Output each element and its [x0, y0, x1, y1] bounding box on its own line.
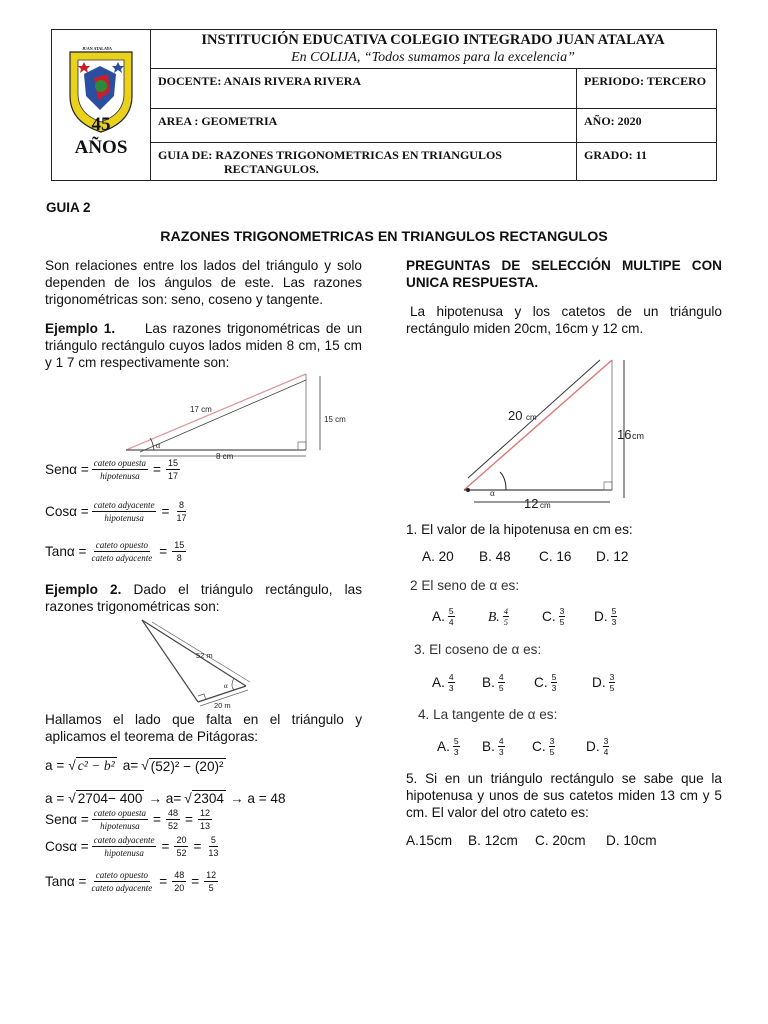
q5-option-b[interactable]: B. 12cm [468, 833, 518, 848]
q2-a-label: A. [432, 609, 445, 624]
questions-title: PREGUNTAS DE SELECCIÓN MULTIPE CON UNICA RESPUESTA. [406, 258, 722, 290]
pit2-result: → a = 48 [229, 790, 286, 806]
q3-option-d[interactable] [592, 672, 615, 693]
question-3-text: 3. El coseno de α es: [414, 642, 542, 657]
school-name: INSTITUCIÓN EDUCATIVA COLEGIO INTEGRADO JUAN ATALAYA [201, 32, 665, 48]
ex1-tan-vden: 8 [176, 553, 182, 563]
ex1-tan-num: cateto opuesto [95, 540, 148, 550]
guia-topic-line1: GUIA DE: RAZONES TRIGONOMETRICAS EN TRIANGULOS [158, 148, 502, 162]
q3-c-den: 3 [551, 683, 557, 693]
header-table [51, 29, 717, 181]
pit2-a: a = [45, 790, 65, 806]
q1-option-b[interactable]: B. 48 [479, 549, 511, 564]
ex1-sen-num: cateto opuesta [93, 458, 147, 468]
guia-label: GUIA 2 [46, 200, 91, 215]
ex1-sen-vden: 17 [167, 471, 178, 481]
example2-paragraph [45, 581, 362, 615]
ex1-sen-formula: Senα = $\frac{\text{cateto opuesta}}{\text{hipotenusa}}$ = $\frac{15}{17}$ [45, 458, 178, 481]
pit1-radicand: c² − b² [77, 758, 115, 773]
pit1-radicand-2: (52)² − (20)² [150, 758, 224, 774]
pit2-radicand: 2704− 400 [77, 791, 143, 806]
q2-b-num: 4 [503, 606, 508, 616]
q5-option-d[interactable]: D. 10cm [606, 833, 657, 848]
ex1-cos-num: cateto adyacente [93, 500, 155, 510]
ex1-tan-den: cateto adyacente [91, 553, 153, 563]
q3-b-num: 4 [498, 672, 504, 682]
q3-b-den: 5 [498, 683, 504, 693]
header-row-area [150, 108, 716, 143]
q2-b-den: 5 [503, 617, 508, 627]
logo-text: JUAN ATALAYA [82, 46, 112, 51]
q1-option-a[interactable]: A. 20 [422, 549, 454, 564]
ex1-cos-den: hipotenusa [104, 513, 144, 523]
fig1-hyp-label: 17 cm [190, 405, 212, 414]
ex2-tan-d1: 20 [174, 883, 185, 893]
ex2-cos-n1: 20 [176, 835, 187, 845]
ex1-cos-vnum: 8 [178, 500, 184, 510]
guia-topic-line2: RECTANGULOS. [224, 162, 319, 176]
ex1-tan-vnum: 15 [174, 540, 185, 550]
ex2-cos-d2: 13 [208, 848, 219, 858]
ex2-tan-den: cateto adyacente [91, 883, 153, 893]
fig2-adj-label: 20 m [214, 701, 231, 708]
ex2-sen-num: cateto opuesta [93, 808, 147, 818]
q4-c-num: 3 [549, 736, 555, 746]
q2-d-den: 3 [611, 617, 617, 627]
q4-d-num: 3 [603, 736, 609, 746]
fig3-hyp-label: 20 [508, 408, 523, 423]
q4-c-label: C. [532, 739, 546, 754]
header-title-row [150, 30, 716, 69]
area-label: AREA : GEOMETRIA [158, 114, 278, 128]
q3-b-label: B. [482, 675, 495, 690]
ex2-sen-den: hipotenusa [100, 821, 140, 831]
example2-label: Ejemplo 2. [45, 582, 122, 597]
example1-label: Ejemplo 1. [45, 321, 116, 336]
ex1-cos-formula: Cosα = $\frac{\text{cateto adyacente}}{\text{hipotenusa}}$ = $\frac{8}{17}$ [45, 500, 187, 523]
q3-c-num: 5 [551, 672, 557, 682]
ex2-tan-n2: 12 [206, 870, 217, 880]
header-row-docente [150, 68, 716, 109]
ex2-cos-d1: 52 [176, 848, 187, 858]
fig3-adj-unit: cm [540, 501, 551, 510]
triangle-figure-2 [138, 616, 256, 708]
fig3-angle-label: α [490, 488, 495, 498]
ex2-tan-d2: 5 [208, 883, 214, 893]
fig3-opp-unit: cm [632, 431, 644, 441]
fig2-hyp-label: 52 m [196, 651, 213, 660]
q2-d-label: D. [594, 609, 608, 624]
ex2-sen-n2: 12 [199, 808, 210, 818]
q4-c-den: 5 [549, 747, 555, 757]
question-5-options [406, 833, 657, 848]
ex2-cos-num: cateto adyacente [93, 835, 155, 845]
q2-a-den: 4 [448, 617, 454, 627]
ex2-tan-label: Tanα = [45, 874, 87, 889]
ex2-sen-d2: 13 [199, 821, 210, 831]
q3-option-c[interactable] [534, 672, 592, 693]
periodo-label: PERIODO: TERCERO [584, 74, 707, 88]
ex1-sen-vnum: 15 [167, 458, 178, 468]
triangle-figure-3 [454, 350, 654, 512]
question-2-options [432, 606, 617, 627]
q5-option-c[interactable]: C. 20cm [535, 833, 586, 848]
fig1-adj-label: 8 cm [216, 452, 234, 460]
q1-option-c[interactable]: C. 16 [539, 549, 572, 564]
grado-label: GRADO: 11 [584, 148, 647, 162]
q1-option-d[interactable]: D. 12 [596, 549, 629, 564]
ex2-cos-label: Cosα = [45, 839, 89, 854]
q2-d-num: 5 [611, 606, 617, 616]
q4-d-label: D. [586, 739, 600, 754]
q3-a-den: 3 [448, 683, 454, 693]
question-3-options [432, 672, 615, 693]
q4-option-d[interactable] [586, 736, 609, 757]
q3-c-label: C. [534, 675, 548, 690]
ex1-cos-vden: 17 [176, 513, 187, 523]
pythagoras-paragraph: Hallamos el lado que falta en el triángulo y aplicamos el teorema de Pitágoras: [45, 712, 362, 744]
q4-a-num: 5 [453, 736, 459, 746]
fig2-angle-label: α [224, 682, 228, 690]
q2-option-c[interactable] [542, 606, 594, 627]
q3-d-num: 3 [609, 672, 615, 682]
ex2-cos-formula: Cosα = $\frac{\text{cateto adyacente}}{\text{hipotenusa}}$ = $\frac{20}{52}$ = $\frac{5}{13}$ [45, 835, 219, 858]
ex2-tan-n1: 48 [174, 870, 185, 880]
q4-a-den: 3 [453, 747, 459, 757]
ex2-sen-formula: Senα = $\frac{\text{cateto opuesta}}{\text{hipotenusa}}$ = $\frac{48}{52}$ = $\frac{12}{13}$ [45, 808, 210, 831]
pit2-radicand-2: 2304 [193, 791, 224, 806]
ex2-tan-num: cateto opuesto [95, 870, 148, 880]
q2-option-a[interactable] [432, 606, 488, 627]
ex1-sen-label: Senα = [45, 462, 89, 477]
ex2-tan-formula: Tanα = $\frac{\text{cateto opuesto}}{\text{cateto adyacente}}$ = $\frac{48}{20}$ = $\frac{12}{5}$ [45, 870, 217, 893]
q2-c-label: C. [542, 609, 556, 624]
q2-option-d[interactable] [594, 606, 617, 627]
pythagoras-line-2: a = √ 2704− 400 → a= √ 2304 → a = 48 [45, 790, 286, 806]
questions-intro: La hipotenusa y los catetos de un triángulo rectángulo miden 20cm, 16cm y 12 cm. [406, 304, 722, 336]
q2-c-num: 3 [559, 606, 565, 616]
q2-c-den: 5 [559, 617, 565, 627]
q3-option-a[interactable] [432, 672, 482, 693]
ex2-cos-den: hipotenusa [104, 848, 144, 858]
fig1-angle-label: α [156, 441, 161, 450]
question-1-text: 1. El valor de la hipotenusa en cm es: [406, 522, 633, 537]
ex1-tan-formula: Tanα = $\frac{\text{cateto opuesto}}{\text{cateto adyacente}}$ = $\frac{15}{8}$ [45, 540, 185, 563]
years-number: 45 [91, 114, 111, 135]
docente-label: DOCENTE: ANAIS RIVERA RIVERA [158, 74, 362, 88]
header-row-guia [150, 142, 716, 180]
fig1-opp-label: 15 cm [324, 415, 346, 424]
years-word: AÑOS [74, 137, 128, 158]
main-title: RAZONES TRIGONOMETRICAS EN TRIANGULOS RECTANGULOS [160, 229, 608, 245]
fig3-hyp-unit: cm [526, 413, 537, 422]
ex1-sen-den: hipotenusa [100, 471, 140, 481]
ex2-sen-label: Senα = [45, 812, 89, 827]
logo-cell [52, 30, 151, 180]
example2-text: Dado el triángulo rectángulo, las razones trigonométricas son: [45, 582, 362, 614]
q5-option-a[interactable]: A.15cm [406, 833, 453, 848]
fig3-adj-label: 12 [524, 496, 539, 511]
question-5-text: 5. Si en un triángulo rectángulo se sabe que la hipotenusa y unos de sus catetos miden 13 cm y 5 cm. El valor del otro cateto es: [406, 771, 722, 820]
anio-label: AÑO: 2020 [584, 114, 642, 128]
example1-paragraph [45, 320, 362, 371]
q4-option-a[interactable] [437, 736, 482, 757]
pit2-c: → a= [148, 790, 182, 806]
q4-option-c[interactable] [532, 736, 586, 757]
example1-text: Las razones trigonométricas de un triángulo rectángulo cuyos lados miden 8 cm, 15 cm y 1 7 cm respectivamente son: [45, 321, 362, 370]
triangle-figure-1 [120, 370, 360, 460]
q3-d-label: D. [592, 675, 606, 690]
pit1-c: a= [122, 758, 139, 773]
ex2-cos-n2: 5 [210, 835, 216, 845]
pythagoras-line-1: a = √ c² − b² a= √ (52)² − (20)² [45, 758, 224, 774]
fig3-opp-label: 16 [617, 427, 632, 442]
ex2-sen-d1: 52 [167, 821, 178, 831]
question-4-options [437, 736, 609, 757]
intro-paragraph: Son relaciones entre los lados del triángulo y solo dependen de los ángulos de este. Las razones trigonométricas son: seno, coseno y tangente. [45, 258, 362, 307]
ex1-tan-label: Tanα = [45, 544, 87, 559]
q4-a-label: A. [437, 739, 450, 754]
ex1-cos-label: Cosα = [45, 504, 89, 519]
q4-option-b[interactable] [482, 736, 532, 757]
question-1-options [422, 549, 629, 564]
q3-option-b[interactable] [482, 672, 534, 693]
q3-a-num: 4 [448, 672, 454, 682]
q2-b-label: B. [488, 608, 500, 624]
q2-option-b[interactable] [488, 606, 542, 627]
q4-d-den: 4 [603, 747, 609, 757]
q3-a-label: A. [432, 675, 445, 690]
pit1-a: a = [45, 758, 65, 773]
q3-d-den: 5 [609, 683, 615, 693]
question-4-text: 4. La tangente de α es: [418, 707, 558, 722]
q2-a-num: 5 [448, 606, 454, 616]
ex2-sen-n1: 48 [167, 808, 178, 818]
q4-b-label: B. [482, 739, 495, 754]
q4-b-num: 4 [498, 736, 504, 746]
question-2-text: 2 El seno de α es: [410, 578, 520, 593]
school-motto: En COLIJA, “Todos sumamos para la excelencia” [291, 50, 575, 65]
q4-b-den: 3 [498, 747, 504, 757]
